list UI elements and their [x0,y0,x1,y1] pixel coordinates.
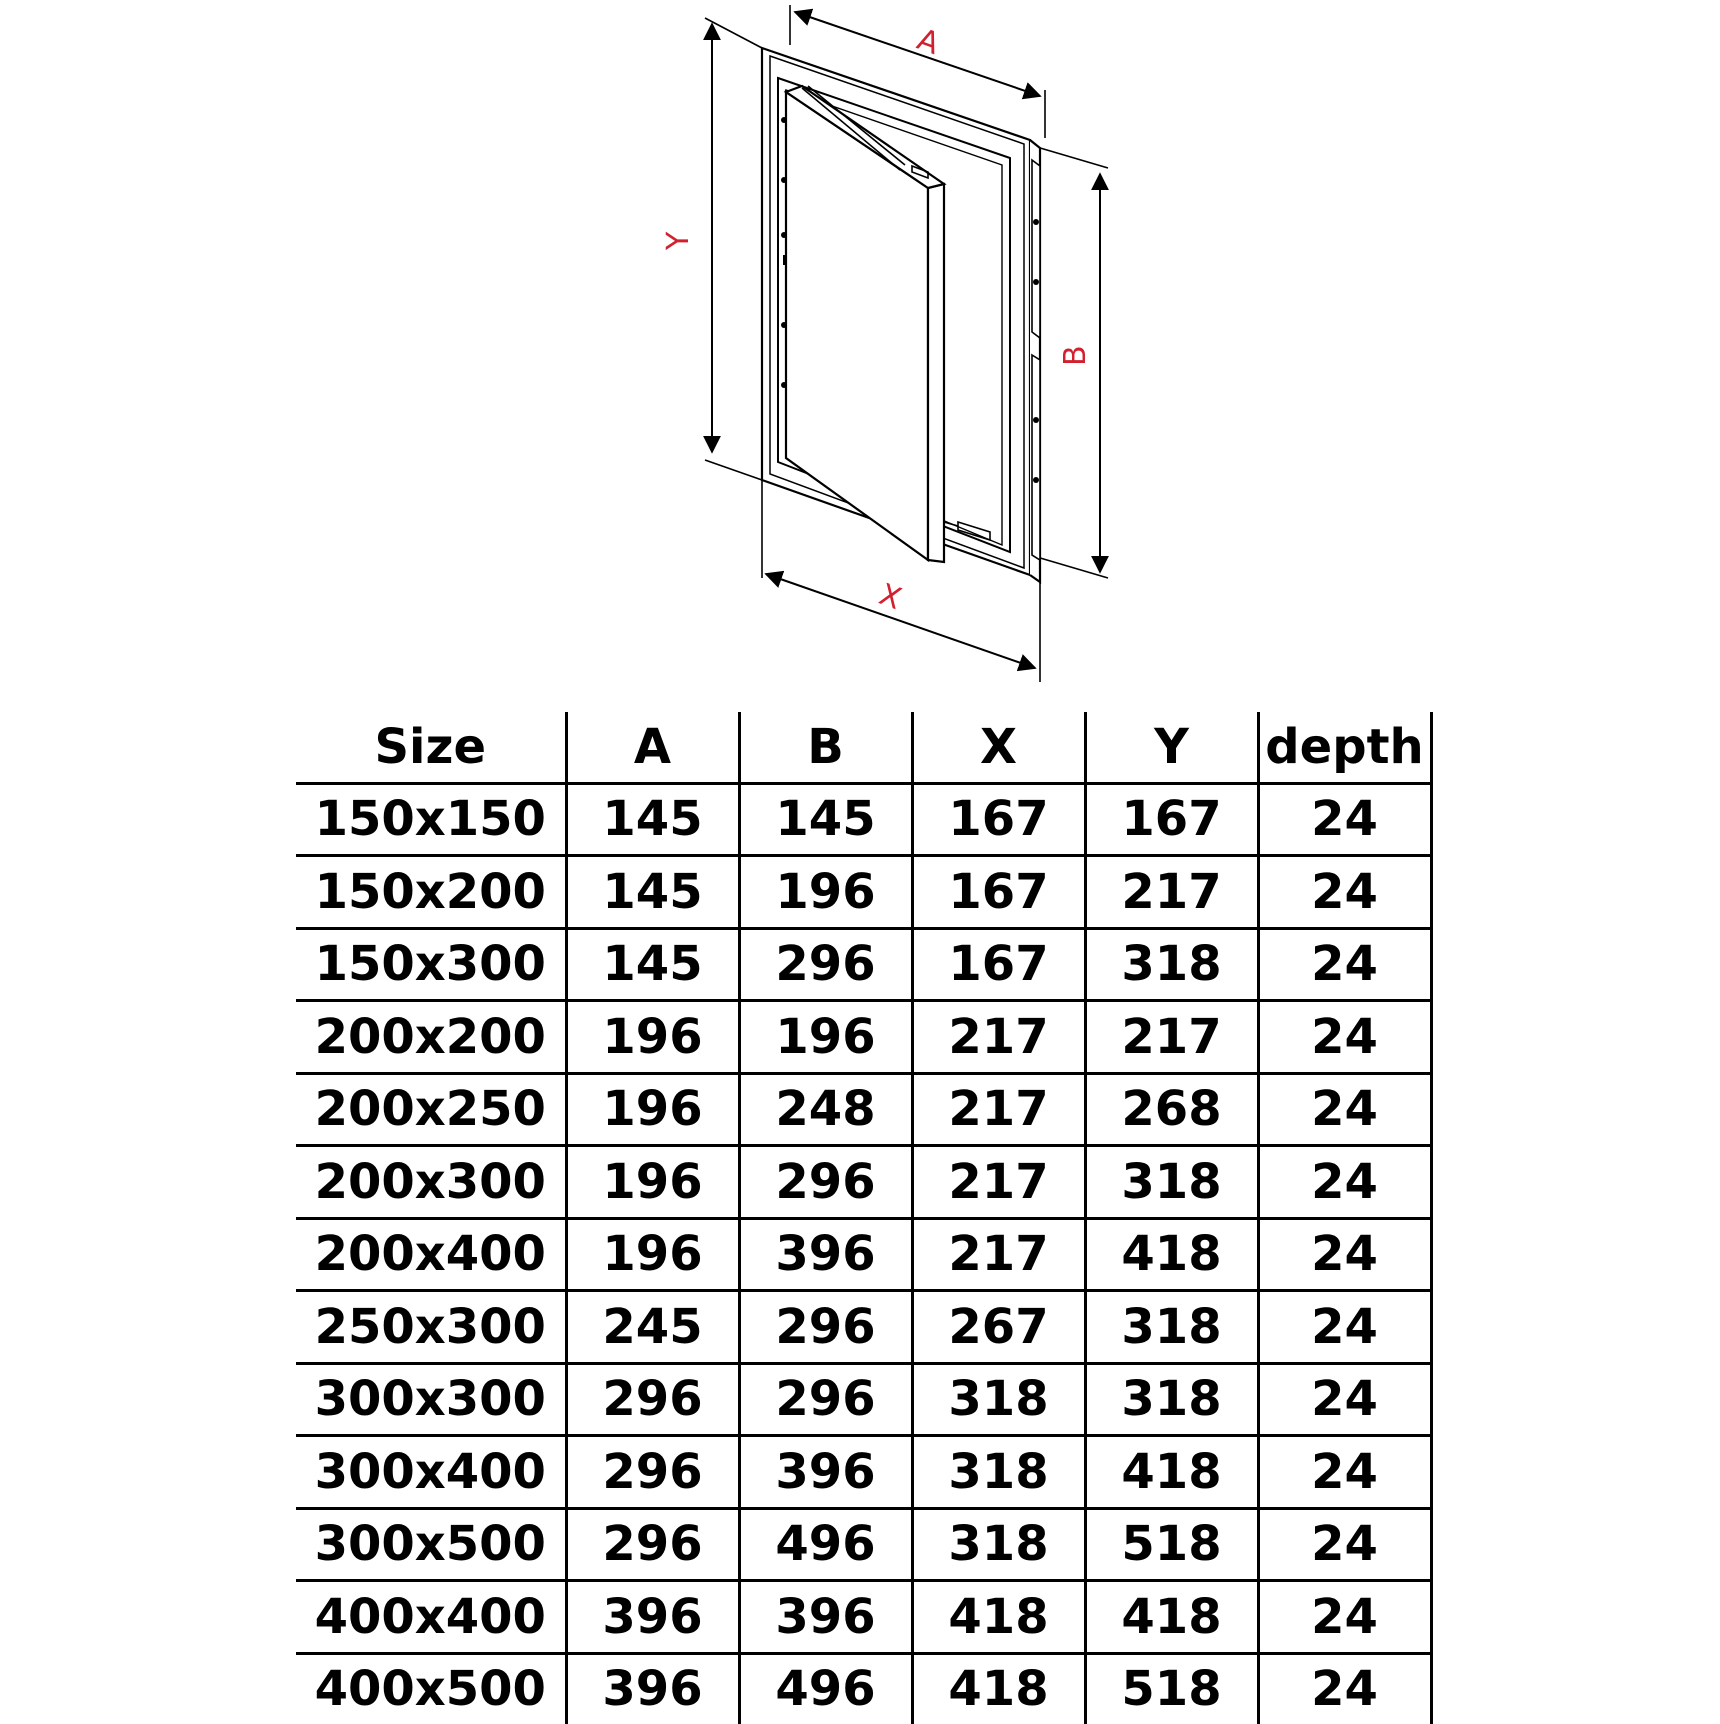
cell-depth: 24 [1258,856,1431,929]
table-header-row [296,712,1431,783]
cell-b: 196 [739,1001,912,1074]
cell-size: 150x300 [296,928,566,1001]
cell-a: 145 [566,783,739,856]
cell-y: 217 [1085,1001,1258,1074]
label-b: B [1058,345,1093,366]
table-row [296,1363,1431,1436]
cell-a: 296 [566,1363,739,1436]
cell-x: 167 [912,928,1085,1001]
cell-size: 150x150 [296,783,566,856]
cell-depth: 24 [1258,1001,1431,1074]
cell-x: 167 [912,783,1085,856]
size-spec-table [296,712,1433,1724]
cell-y: 418 [1085,1581,1258,1654]
cell-size: 250x300 [296,1291,566,1364]
table-row [296,1291,1431,1364]
label-a: A [912,22,944,63]
cell-depth: 24 [1258,1146,1431,1219]
cell-y: 518 [1085,1508,1258,1581]
table-row [296,1508,1431,1581]
header-a: A [566,712,739,783]
cell-y: 167 [1085,783,1258,856]
cell-a: 145 [566,856,739,929]
cell-x: 217 [912,1001,1085,1074]
header-size: Size [374,718,486,775]
cell-b: 196 [739,856,912,929]
cell-x: 217 [912,1073,1085,1146]
cell-b: 396 [739,1436,912,1509]
cell-b: 396 [739,1581,912,1654]
cell-a: 245 [566,1291,739,1364]
table-row [296,1146,1431,1219]
cell-a: 196 [566,1073,739,1146]
cell-b: 296 [739,1291,912,1364]
cell-a: 196 [566,1146,739,1219]
cell-depth: 24 [1258,1581,1431,1654]
cell-depth: 24 [1258,928,1431,1001]
cell-x: 318 [912,1436,1085,1509]
table-row [296,1436,1431,1509]
table-row [296,783,1431,856]
header-y: Y [1085,712,1258,783]
cell-a: 396 [566,1581,739,1654]
cell-size: 400x500 [296,1653,566,1724]
cell-b: 396 [739,1218,912,1291]
cell-depth: 24 [1258,1508,1431,1581]
header-b: B [739,712,912,783]
cell-x: 318 [912,1508,1085,1581]
cell-size: 400x400 [296,1581,566,1654]
cell-b: 296 [739,1146,912,1219]
cell-size: 200x200 [296,1001,566,1074]
cell-a: 396 [566,1653,739,1724]
table-row [296,1653,1431,1724]
cell-x: 318 [912,1363,1085,1436]
cell-size: 200x400 [296,1218,566,1291]
cell-a: 145 [566,928,739,1001]
cell-x: 418 [912,1653,1085,1724]
cell-b: 496 [739,1508,912,1581]
cell-y: 318 [1085,928,1258,1001]
table-row [296,928,1431,1001]
cell-x: 217 [912,1146,1085,1219]
header-x: X [912,712,1085,783]
table-row [296,1581,1431,1654]
table-row [296,856,1431,929]
cell-y: 318 [1085,1363,1258,1436]
cell-b: 145 [739,783,912,856]
cell-y: 268 [1085,1073,1258,1146]
table-row [296,1073,1431,1146]
access-panel-drawing [0,0,1720,690]
cell-y: 418 [1085,1218,1258,1291]
cell-size: 200x250 [296,1073,566,1146]
cell-depth: 24 [1258,1436,1431,1509]
cell-a: 196 [566,1001,739,1074]
cell-size: 200x300 [296,1146,566,1219]
cell-a: 296 [566,1508,739,1581]
cell-x: 167 [912,856,1085,929]
cell-size: 300x500 [296,1508,566,1581]
label-y: Y [661,231,696,250]
cell-b: 296 [739,1363,912,1436]
cell-y: 318 [1085,1291,1258,1364]
cell-depth: 24 [1258,1073,1431,1146]
cell-x: 267 [912,1291,1085,1364]
cell-x: 217 [912,1218,1085,1291]
cell-b: 496 [739,1653,912,1724]
cell-a: 296 [566,1436,739,1509]
cell-b: 248 [739,1073,912,1146]
header-depth: depth [1258,712,1431,783]
cell-depth: 24 [1258,783,1431,856]
cell-y: 518 [1085,1653,1258,1724]
cell-depth: 24 [1258,1218,1431,1291]
cell-size: 300x400 [296,1436,566,1509]
cell-depth: 24 [1258,1291,1431,1364]
table-row [296,1218,1431,1291]
label-x: X [874,577,906,618]
cell-y: 217 [1085,856,1258,929]
cell-y: 418 [1085,1436,1258,1509]
table-row [296,1001,1431,1074]
cell-size: 300x300 [296,1363,566,1436]
access-panel-diagram [0,0,1720,690]
cell-y: 318 [1085,1146,1258,1219]
cell-depth: 24 [1258,1653,1431,1724]
cell-depth: 24 [1258,1363,1431,1436]
cell-size: 150x200 [296,856,566,929]
cell-b: 296 [739,928,912,1001]
cell-x: 418 [912,1581,1085,1654]
cell-a: 196 [566,1218,739,1291]
